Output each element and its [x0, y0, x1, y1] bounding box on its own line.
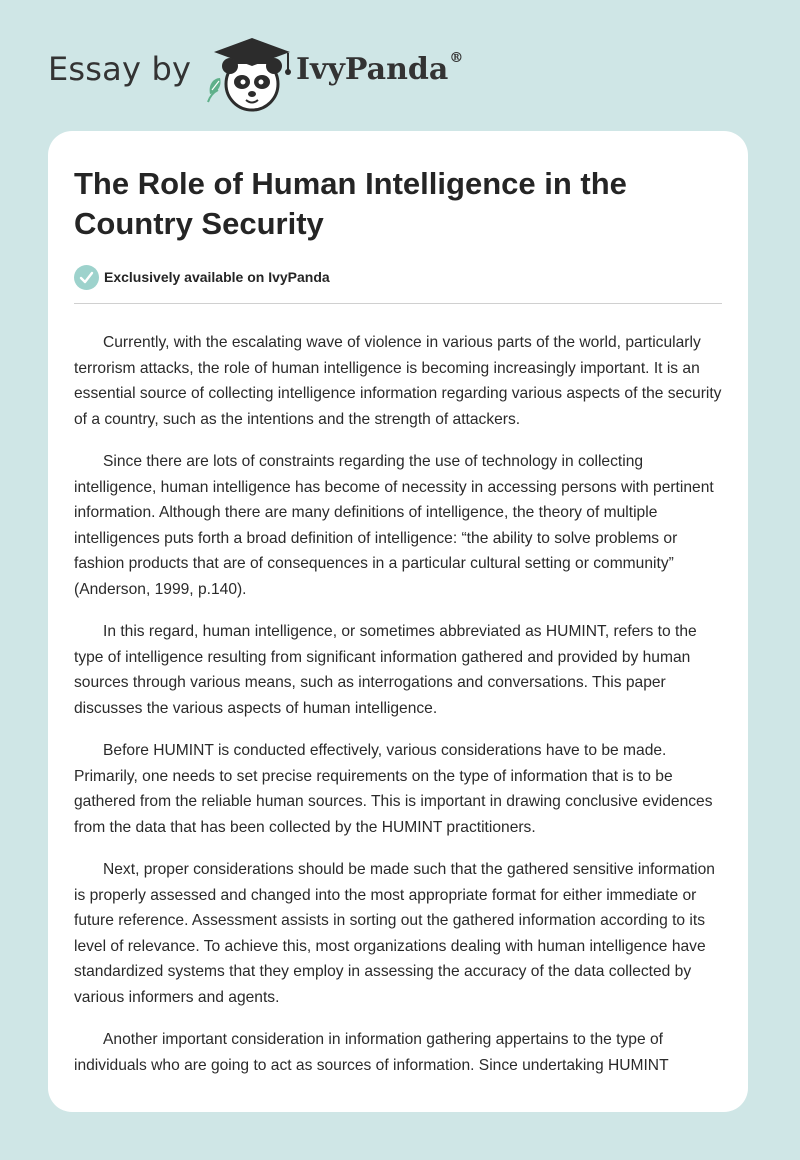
brand-header[interactable] — [48, 32, 508, 112]
registered-mark: ® — [449, 50, 464, 66]
exclusive-badge — [74, 264, 330, 290]
brand-name — [296, 52, 463, 87]
check-circle-icon — [74, 265, 99, 290]
title-divider — [74, 303, 722, 304]
essay-title: The Role of Human Intelligence in the Country Security — [74, 166, 627, 241]
essay-paragraph: Since there are lots of constraints regarding the use of technology in collecting intelligence, human intelligence has become of necessity in accessing persons with pertinent information. Although there are many definitions of intelligence, the theory of multiple intelligences puts forth a broad definition of intelligence: “the ability to solve problems or fashion products that are of consequences in a particular cultural setting or community” (Anderson, 1999, p.140). — [74, 453, 714, 598]
essay-paragraph: In this regard, human intelligence, or sometimes abbreviated as HUMINT, refers to the type of intelligence resulting from significant information gathered and provided by human sources through various means, such as interrogations and conversations. This paper discusses the various aspects of human intelligence. — [74, 623, 697, 717]
panda-graduation-cap-icon — [200, 32, 296, 112]
essay-paragraph: Another important consideration in information gathering appertains to the type of individuals who are going to act as sources of information. Since undertaking HUMINT — [74, 1031, 669, 1074]
essay-paragraph: Currently, with the escalating wave of violence in various parts of the world, particularly terrorism attacks, the role of human intelligence is becoming increasingly important. It is an essential source of collecting intelligence information regarding various aspects of the security of a country, such as the intentions and the strength of attackers. — [74, 334, 722, 428]
essay-body — [74, 330, 724, 1095]
essay-card — [48, 131, 748, 1112]
exclusive-badge-text: Exclusively available on IvyPanda — [104, 269, 330, 285]
brand-name-text: IvyPanda — [296, 52, 449, 87]
essay-paragraph: Next, proper considerations should be made such that the gathered sensitive information is properly assessed and changed into the most appropriate format for either immediate or future reference. Assessment assists in sorting out the gathered information according to its level of relevance. To achieve this, most organizations dealing with human intelligence have standardized systems that they employ in assessing the accuracy of the data collected by various informers and agents. — [74, 861, 715, 1006]
brand-prefix: Essay by — [48, 50, 192, 88]
essay-paragraph: Before HUMINT is conducted effectively, various considerations have to be made. Primarily, one needs to set precise requirements on the type of information that is to be gathered from the reliable human sources. This is important in drawing conclusive evidences from the data that has been collected by the HUMINT practitioners. — [74, 742, 713, 836]
